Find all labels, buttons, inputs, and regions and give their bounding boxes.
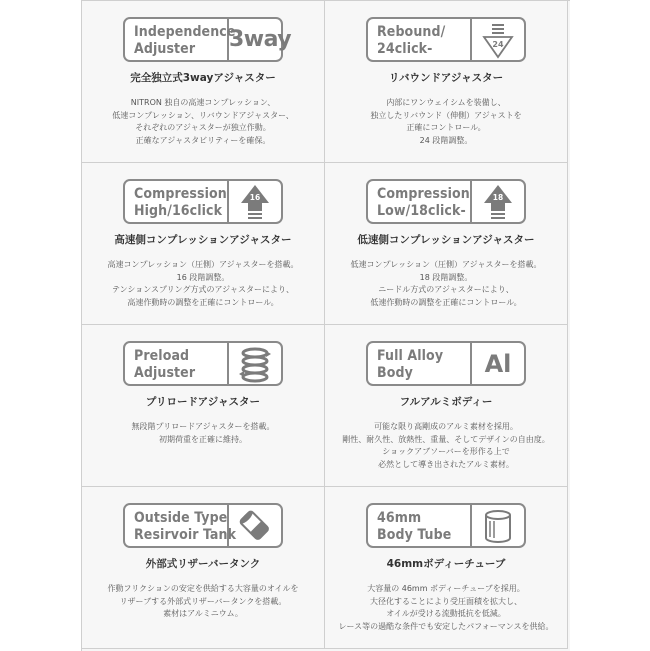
badge-label-line: High/16click	[134, 203, 223, 219]
icon-text: Al	[484, 349, 512, 378]
reservoir-tank-icon	[229, 505, 281, 546]
description-line: 24 段階調整。	[419, 135, 473, 145]
icon-text: 18	[492, 192, 504, 202]
feature-description	[325, 421, 567, 471]
feature-title: 高速側コンプレッションアジャスター	[114, 234, 292, 246]
feature-badge	[123, 503, 283, 548]
feature-badge	[366, 179, 526, 224]
badge-label-line: Preload	[134, 348, 190, 364]
rebound-arrow-down-icon	[472, 19, 524, 60]
badge-label-line: Compression	[134, 186, 227, 202]
body-tube-cylinder-icon	[472, 505, 524, 546]
description-line: 高速作動時の調整を正確にコントロール。	[127, 297, 279, 307]
description-line: 正確にコントロール。	[406, 123, 486, 132]
badge-label-line: Adjuster	[134, 41, 196, 57]
description-line: 低速コンプレッション（圧側）アジャスターを搭載。	[350, 260, 542, 269]
compression-arrow-up-icon	[472, 181, 524, 222]
description-line: 必然として導き出されたアルミ素材。	[378, 459, 514, 469]
description-line: ニードル方式のアジャスターにより、	[378, 285, 514, 294]
feature-description	[325, 259, 567, 309]
feature-title: フルアルミボディー	[399, 396, 493, 408]
feature-badge	[366, 341, 526, 386]
badge-label-line: Compression	[377, 186, 470, 202]
badge-label	[368, 343, 472, 384]
spring-preload-icon	[229, 343, 281, 384]
badge-label-line: Resirvoir Tank	[134, 527, 237, 543]
description-line: 独立したリバウンド（伸側）アジャストを	[370, 110, 522, 120]
description-line: 大容量の 46mm ボディーチューブを採用。	[367, 584, 525, 593]
feature-description	[82, 421, 324, 446]
description-line: リザーブする外部式リザーバータンクを搭載。	[119, 596, 287, 606]
compression-arrow-up-icon	[229, 181, 281, 222]
badge-label-line: Rebound/	[377, 24, 446, 40]
badge-label-line: Low/18click-	[377, 203, 466, 219]
description-line: 可能な限り高剛成のアルミ素材を採用。	[374, 422, 518, 431]
badge-label-line: Body	[377, 365, 413, 381]
feature-title: プリロードアジャスター	[145, 396, 261, 408]
feature-badge	[123, 341, 283, 386]
badge-label	[125, 505, 237, 546]
badge-label-line: Adjuster	[134, 365, 196, 381]
feature-grid	[81, 0, 570, 651]
feature-title: 46mmボディーチューブ	[386, 558, 506, 570]
feature-title: 低速側コンプレッションアジャスター	[357, 234, 535, 246]
feature-description	[82, 97, 324, 147]
icon-text: 16	[249, 192, 261, 202]
badge-label	[368, 181, 472, 222]
description-line: オイルが受ける流動抵抗を低減。	[386, 609, 506, 618]
badge-label-line: Outside Type	[134, 510, 228, 526]
description-line: 低速コンプレッション、リバウンドアジャスター、	[112, 110, 294, 120]
description-line: 無段階プリロードアジャスターを搭載。	[131, 422, 275, 431]
badge-label-line: 46mm	[377, 510, 422, 526]
feature-badge	[366, 17, 526, 62]
description-line: 正確なアジャスタビリティーを確保。	[135, 135, 271, 145]
al-text-icon	[472, 343, 524, 384]
badge-label	[368, 505, 472, 546]
description-line: テンションスプリング方式のアジャスターにより、	[111, 285, 295, 294]
badge-label-line: 24click-	[377, 41, 433, 57]
feature-description	[82, 259, 324, 309]
feature-rebound	[325, 1, 568, 163]
feature-description	[325, 97, 567, 147]
description-line: レース等の過酷な条件でも安定したパフォーマンスを供給。	[338, 621, 554, 631]
badge-label-line: Independence	[134, 24, 236, 40]
feature-full-alloy-body	[325, 325, 568, 487]
feature-body-tube	[325, 487, 568, 649]
description-line: NITRON 独自の高速コンプレッション、	[130, 98, 276, 107]
feature-description	[325, 583, 567, 633]
icon-text: 3way	[229, 27, 292, 52]
feature-preload-adjuster	[82, 325, 325, 487]
description-line: 高速コンプレッション（圧側）アジャスターを搭載。	[107, 260, 299, 269]
badge-label-line: Full Alloy	[377, 348, 444, 364]
description-line: 剛性、耐久性、放熱性、重量、そしてデザインの自由度。	[342, 434, 550, 444]
feature-compression-high	[82, 163, 325, 325]
description-line: 内部にワンウェイシムを装備し、	[386, 98, 506, 107]
description-line: 初期荷重を正確に維持。	[159, 434, 247, 444]
badge-label	[125, 19, 236, 60]
feature-reservoir-tank	[82, 487, 325, 649]
icon-text: 24	[492, 39, 504, 49]
3way-text-icon	[229, 19, 291, 60]
description-line: 作動フリクションの安定を供給する大容量のオイルを	[107, 584, 299, 593]
feature-description	[82, 583, 324, 621]
description-line: 素材はアルミニウム。	[163, 609, 243, 618]
feature-badge	[123, 17, 292, 62]
feature-title: 完全独立式3wayアジャスター	[130, 72, 276, 84]
badge-label	[125, 343, 229, 384]
feature-title: リバウンドアジャスター	[388, 72, 504, 84]
description-line: 低速作動時の調整を正確にコントロール。	[370, 297, 522, 307]
description-line: 16 段階調整。	[176, 272, 230, 282]
feature-compression-low	[325, 163, 568, 325]
feature-title: 外部式リザーバータンク	[145, 558, 261, 570]
description-line: それぞれのアジャスターが独立作動。	[135, 123, 271, 132]
feature-badge	[366, 503, 526, 548]
badge-label	[368, 19, 472, 60]
badge-label	[125, 181, 229, 222]
feature-badge	[123, 179, 283, 224]
description-line: 大径化することにより受圧面積を拡大し、	[370, 596, 522, 606]
description-line: ショックアブソーバーを形作る上で	[382, 447, 510, 456]
feature-independence-adjuster	[82, 1, 325, 163]
description-line: 18 段階調整。	[419, 272, 473, 282]
badge-label-line: Body Tube	[377, 527, 452, 543]
